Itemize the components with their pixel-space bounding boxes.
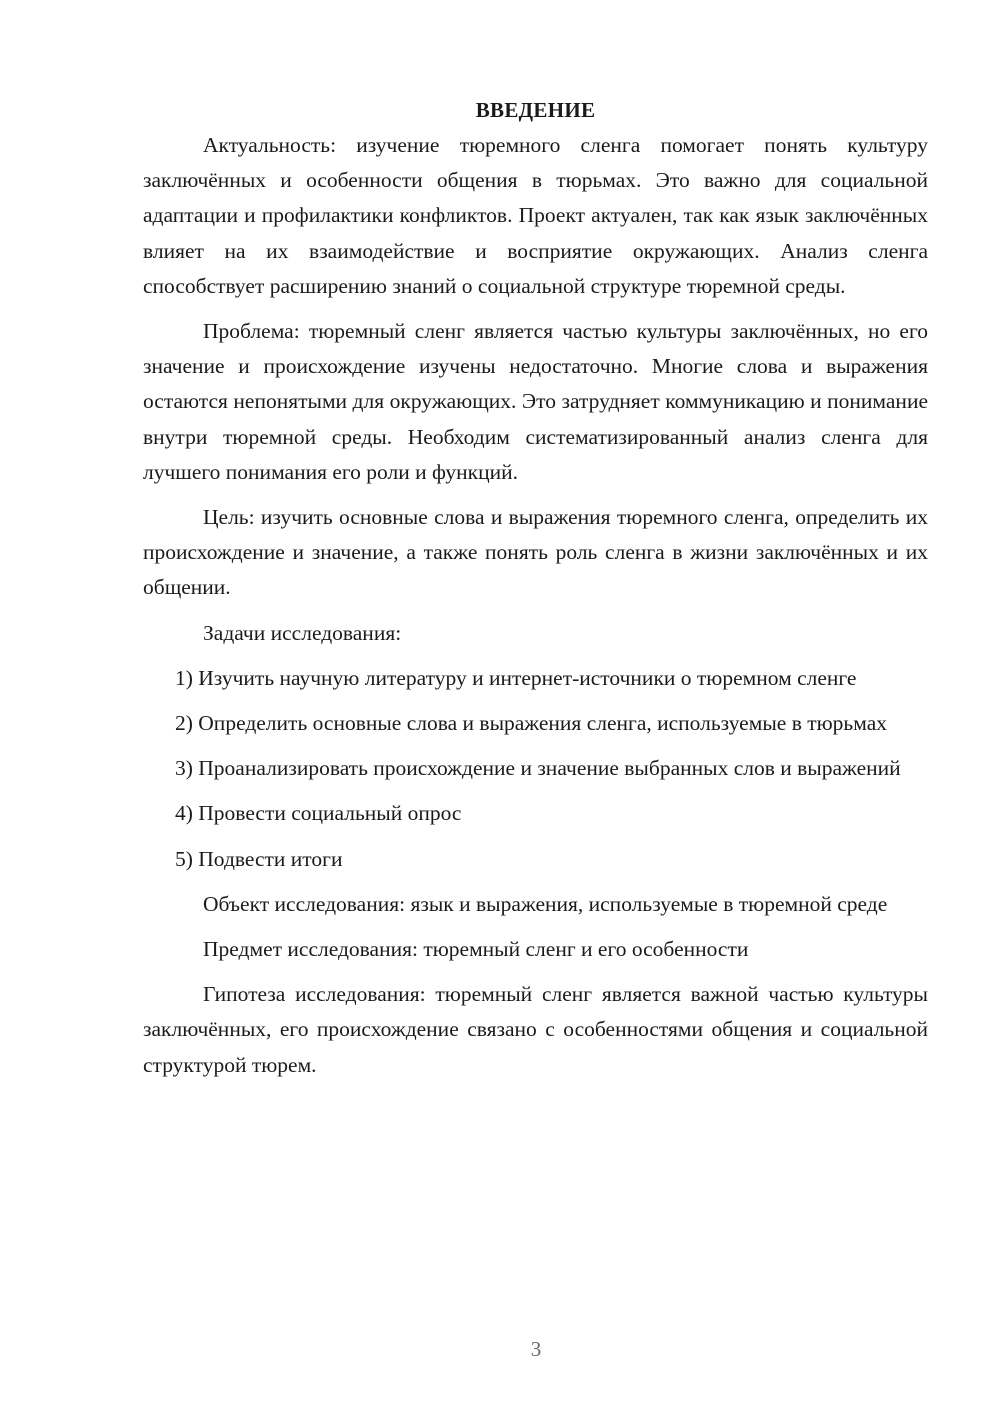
page-number: 3 — [530, 1337, 542, 1361]
goal-paragraph: Цель: изучить основные слова и выражения тюремного сленга, определить их происхождение и значение, а также понять роль сленга в жизни заключённых и их общении. — [143, 505, 928, 600]
document-page — [143, 93, 928, 1093]
research-subject: Предмет исследования: тюремный сленг и его особенности — [203, 937, 749, 962]
tasks-intro: Задачи исследования: — [203, 620, 402, 645]
research-hypothesis: Гипотеза исследования: тюремный сленг является важной частью культуры заключённых, его происхождение связано с особенностями общения и социальной структурой тюрем. — [143, 982, 928, 1077]
task-item-2: 2) Определить основные слова и выражения сленга, используемые в тюрьмах — [175, 711, 887, 736]
task-item-5: 5) Подвести итоги — [175, 846, 343, 871]
task-item-1: 1) Изучить научную литературу и интернет-источники о тюремном сленге — [175, 665, 857, 690]
research-object: Объект исследования: язык и выражения, используемые в тюремной среде — [203, 891, 888, 916]
problem-paragraph: Проблема: тюремный сленг является частью культуры заключённых, но его значение и происхождение изучены недостаточно. Многие слова и выражения остаются непонятыми для окружающих. Это затрудняет коммуникацию и понимание внутри тюремной среды. Необходим систематизированный анализ сленга для лучшего понимания его роли и функций. — [143, 319, 928, 484]
relevance-paragraph: Актуальность: изучение тюремного сленга помогает понять культуру заключённых и особенности общения в тюрьмах. Это важно для социальной адаптации и профилактики конфликтов. Проект актуален, так как язык заключённых влияет на их взаимодействие и восприятие окружающих. Анализ сленга способствует расширению знаний о социальной структуре тюремной среды. — [143, 133, 928, 298]
task-item-3: 3) Проанализировать происхождение и значение выбранных слов и выражений — [175, 756, 901, 781]
section-heading: ВВЕДЕНИЕ — [475, 98, 596, 122]
task-item-4: 4) Провести социальный опрос — [175, 801, 462, 826]
